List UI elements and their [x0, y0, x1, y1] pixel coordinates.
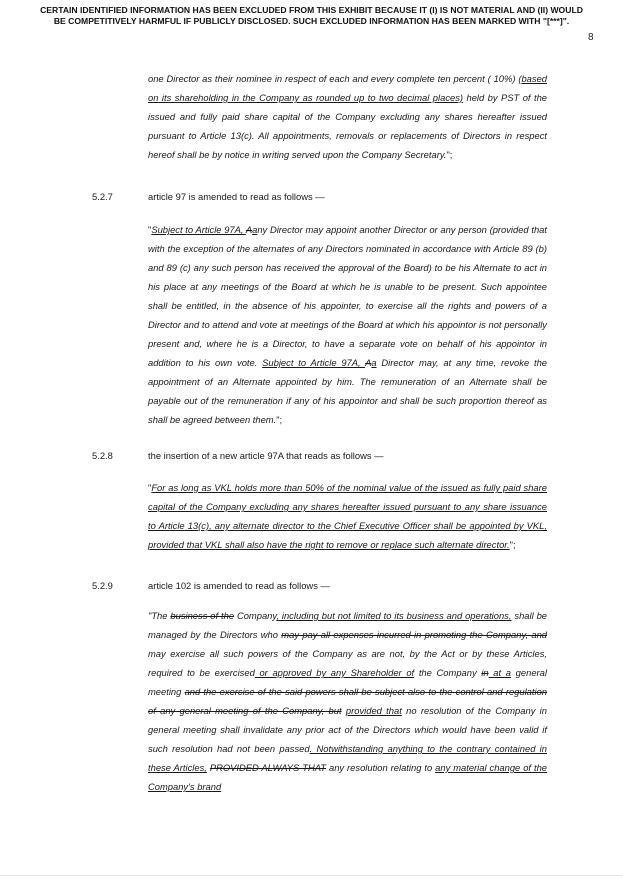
inserted-text: at a [488, 667, 512, 678]
article-97a-text [148, 478, 547, 554]
deleted-text: may pay all expenses incurred in promoting the Company, and [281, 629, 547, 640]
deleted-text: A [245, 224, 253, 235]
inserted-text: Subject to Article 97A, [151, 224, 246, 235]
text-run: ny Director may appoint another Director or any person (provided that with the exception of the alternates of any Directors nominated in accordance with Article 89 (b) and 89 (c) any such person has received the approval of the Board) to be his Alternate to act in his place at any meetings of the Board at which he is unable to be present. Such appointee shall be entitled, in the absence of his appointer, to exercise all the rights and powers of a Director and to attend and vote at meetings of the Board at which his appointor is not personally present and, where he is a Director, to have a separate vote on behalf of his appointor in addition to his own vote. [148, 224, 547, 368]
closing-quote: "; [276, 414, 283, 425]
text-run: Company [234, 610, 277, 621]
article-97a-paragraph [148, 478, 547, 554]
text-run: one Director as their nominee in respect of each and every complete ten percent ( 10%) [148, 73, 519, 84]
inserted-text: Subject to Article 97A, [262, 357, 366, 368]
clause-number-5-2-8: 5.2.8 [92, 450, 113, 461]
article-102-text [148, 606, 547, 796]
deleted-text: in [481, 667, 489, 678]
header-line-1: CERTAIN IDENTIFIED INFORMATION HAS BEEN EXCLUDED FROM THIS EXHIBIT BECAUSE IT (I) IS NOT MATERIAL AND (II) WOULD [40, 5, 583, 15]
page-bottom-edge [0, 875, 623, 876]
article-97-paragraph [148, 220, 547, 429]
text-run: no resolution of the Company in general meeting shall invalidate any prior act of the Directors which would have been valid if such resolution had not been passed [148, 705, 547, 754]
inserted-text: For as long as VKL holds more than 50% of the nominal value of the issued as fully paid share capital of the Company excluding any shares hereafter issued pursuant to any share issuance to Article 13(c), any alternate director to the Chief Executive Officer shall be appointed by VKL, provided that VKL shall also have the right to remove or replace such alternate director. [148, 482, 547, 550]
continued-paragraph [148, 69, 547, 164]
closing-quote: "; [509, 539, 516, 550]
clause-heading-5-2-9: article 102 is amended to read as follows — [148, 580, 330, 591]
inserted-text: . Notwithstanding anything to the contrary contained in these Articles, [148, 743, 547, 773]
text-run: may exercise all such powers of the Company as are not, by the Act or by these Articles, required to be exercised [148, 648, 547, 678]
clause-number-5-2-7: 5.2.7 [92, 191, 113, 202]
inserted-text: provided that [345, 705, 402, 716]
clause-number-5-2-9: 5.2.9 [92, 580, 113, 591]
deleted-text: PROVIDED ALWAYS THAT [209, 762, 327, 773]
text-run: the Company [414, 667, 482, 678]
closing-quote: "; [446, 149, 453, 160]
inserted-text: a [371, 357, 377, 368]
opening-quote: " [148, 482, 152, 493]
deleted-text: A [365, 357, 372, 368]
inserted-text: any material change of the Company's brand [148, 762, 548, 792]
deleted-text: and the exercise of the said powers shall be subject also to the control and regulation of any general meeting of the Company, but [148, 686, 548, 716]
page-number: 8 [588, 32, 594, 43]
text-run: "The [148, 610, 171, 621]
opening-quote: " [148, 224, 152, 235]
inserted-text: a [252, 224, 258, 235]
header-line-2: BE COMPETITIVELY HARMFUL IF PUBLICLY DISCLOSED. SUCH EXCLUDED INFORMATION HAS BEEN MARKED WITH "[***]". [53, 15, 570, 26]
clause-heading-5-2-8: the insertion of a new article 97A that reads as follows — [148, 450, 384, 461]
inserted-text: (based on its shareholding in the Company as rounded up to two decimal places) [148, 73, 547, 103]
article-102-paragraph [148, 606, 547, 796]
text-run: Director may, at any time, revoke the appointment of an Alternate appointed by him. The remuneration of an Alternate shall be payable out of the remuneration if any of his appointor and shall be such proportion thereof as shall be agreed between them. [148, 357, 547, 425]
text-run: general meeting [148, 667, 547, 697]
redaction-notice-header [0, 5, 623, 26]
text-run: shall be managed by the Directors who [148, 610, 547, 640]
clause-heading-5-2-7: article 97 is amended to read as follows — [148, 191, 325, 202]
text-run: any resolution relating to [326, 762, 436, 773]
continued-paragraph-text [148, 69, 547, 164]
inserted-text: or approved by any Shareholder of [254, 667, 415, 678]
inserted-text: , including but not limited to its business and operations, [276, 610, 512, 621]
deleted-text: business of the [170, 610, 235, 621]
article-97-text [148, 220, 547, 429]
text-run: held by PST of the issued and fully paid share capital of the Company excluding any shares hereafter issued pursuant to Article 13(c). All appointments, removals or replacements of Directors in respect hereof shall be by notice in writing served upon the Company Secretary. [148, 92, 547, 160]
